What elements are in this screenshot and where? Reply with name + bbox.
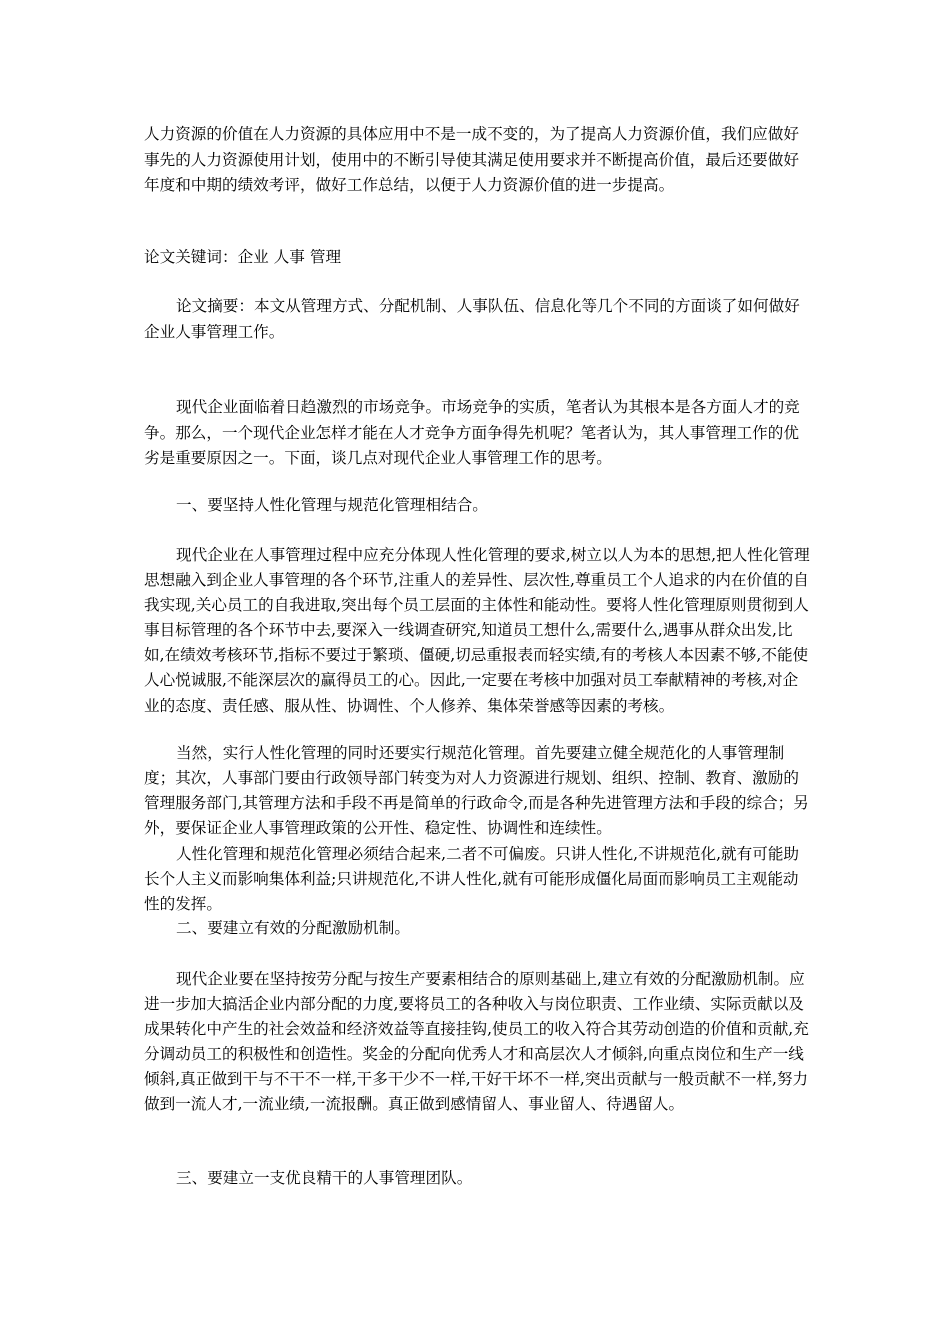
section1-paragraph-3: 人性化管理和规范化管理必须结合起来,二者不可偏废。只讲人性化,不讲规范化,就有可能助长个人主义而影响集体利益;只讲规范化,不讲人性化,就有可能形成僵化局面而影响员工主观能动性的发挥。 bbox=[144, 845, 800, 914]
section-heading-3: 三、要建立一支优良精干的人事管理团队。 bbox=[176, 1169, 473, 1187]
section1-paragraph-1: 现代企业在人事管理过程中应充分体现人性化管理的要求,树立以人为本的思想,把人性化管理思想融入到企业人事管理的各个环节,注重人的差异性、层次性,尊重员工个人追求的内在价值的自我实现,关心员工的自我进取,突出每个员工层面的主体性和能动性。要将人性化管理原则贯彻到人事目标管理的各个环节中去,要深入一线调查研究,知道员工想什么,需要什么,遇事从群众出发,比如,在绩效考核环节,指标不要过于繁琐、僵硬,切忌重报表而轻实绩,有的考核人本因素不够,不能使人心悦诚服,不能深层次的赢得员工的心。因此,一定要在考核中加强对员工奉献精神的考核,对企业的态度、责任感、服从性、协调性、个人修养、集体荣誉感等因素的考核。 bbox=[144, 546, 810, 715]
opening-paragraph: 现代企业面临着日趋激烈的市场竞争。市场竞争的实质，笔者认为其根本是各方面人才的竞争。那么，一个现代企业怎样才能在人才竞争方面争得先机呢？笔者认为，其人事管理工作的优劣是重要原因之一。下面，谈几点对现代企业人事管理工作的思考。 bbox=[144, 398, 800, 467]
section-heading-2: 二、要建立有效的分配激励机制。 bbox=[176, 919, 410, 937]
section1-paragraph-2: 当然，实行人性化管理的同时还要实行规范化管理。首先要建立健全规范化的人事管理制度；其次，人事部门要由行政领导部门转变为对人力资源进行规划、组织、控制、教育、激励的管理服务部门,其管理方法和手段不再是简单的行政命令,而是各种先进管理方法和手段的综合；另外，要保证企业人事管理政策的公开性、稳定性、协调性和连续性。 bbox=[144, 744, 809, 838]
intro-paragraph: 人力资源的价值在人力资源的具体应用中不是一成不变的，为了提高人力资源价值，我们应做好事先的人力资源使用计划，使用中的不断引导使其满足使用要求并不断提高价值，最后还要做好年度和中期的绩效考评，做好工作总结，以便于人力资源价值的进一步提高。 bbox=[144, 125, 799, 194]
section-heading-1: 一、要坚持人性化管理与规范化管理相结合。 bbox=[176, 496, 488, 514]
section2-paragraph-1: 现代企业要在坚持按劳分配与按生产要素相结合的原则基础上,建立有效的分配激励机制。应进一步加大搞活企业内部分配的力度,要将员工的各种收入与岗位职责、工作业绩、实际贡献以及成果转化中产生的社会效益和经济效益等直接挂钩,使员工的收入符合其劳动创造的价值和贡献,充分调动员工的积极性和创造性。奖金的分配向优秀人才和高层次人才倾斜,向重点岗位和生产一线倾斜,真正做到干与不干不一样,干多干少不一样,干好干坏不一样,突出贡献与一般贡献不一样,努力做到一流人才,一流业绩,一流报酬。真正做到感情留人、事业留人、待遇留人。 bbox=[144, 970, 809, 1114]
keywords-line: 论文关键词：企业 人事 管理 bbox=[144, 248, 342, 266]
abstract-paragraph: 论文摘要：本文从管理方式、分配机制、人事队伍、信息化等几个不同的方面谈了如何做好企业人事管理工作。 bbox=[144, 297, 800, 341]
